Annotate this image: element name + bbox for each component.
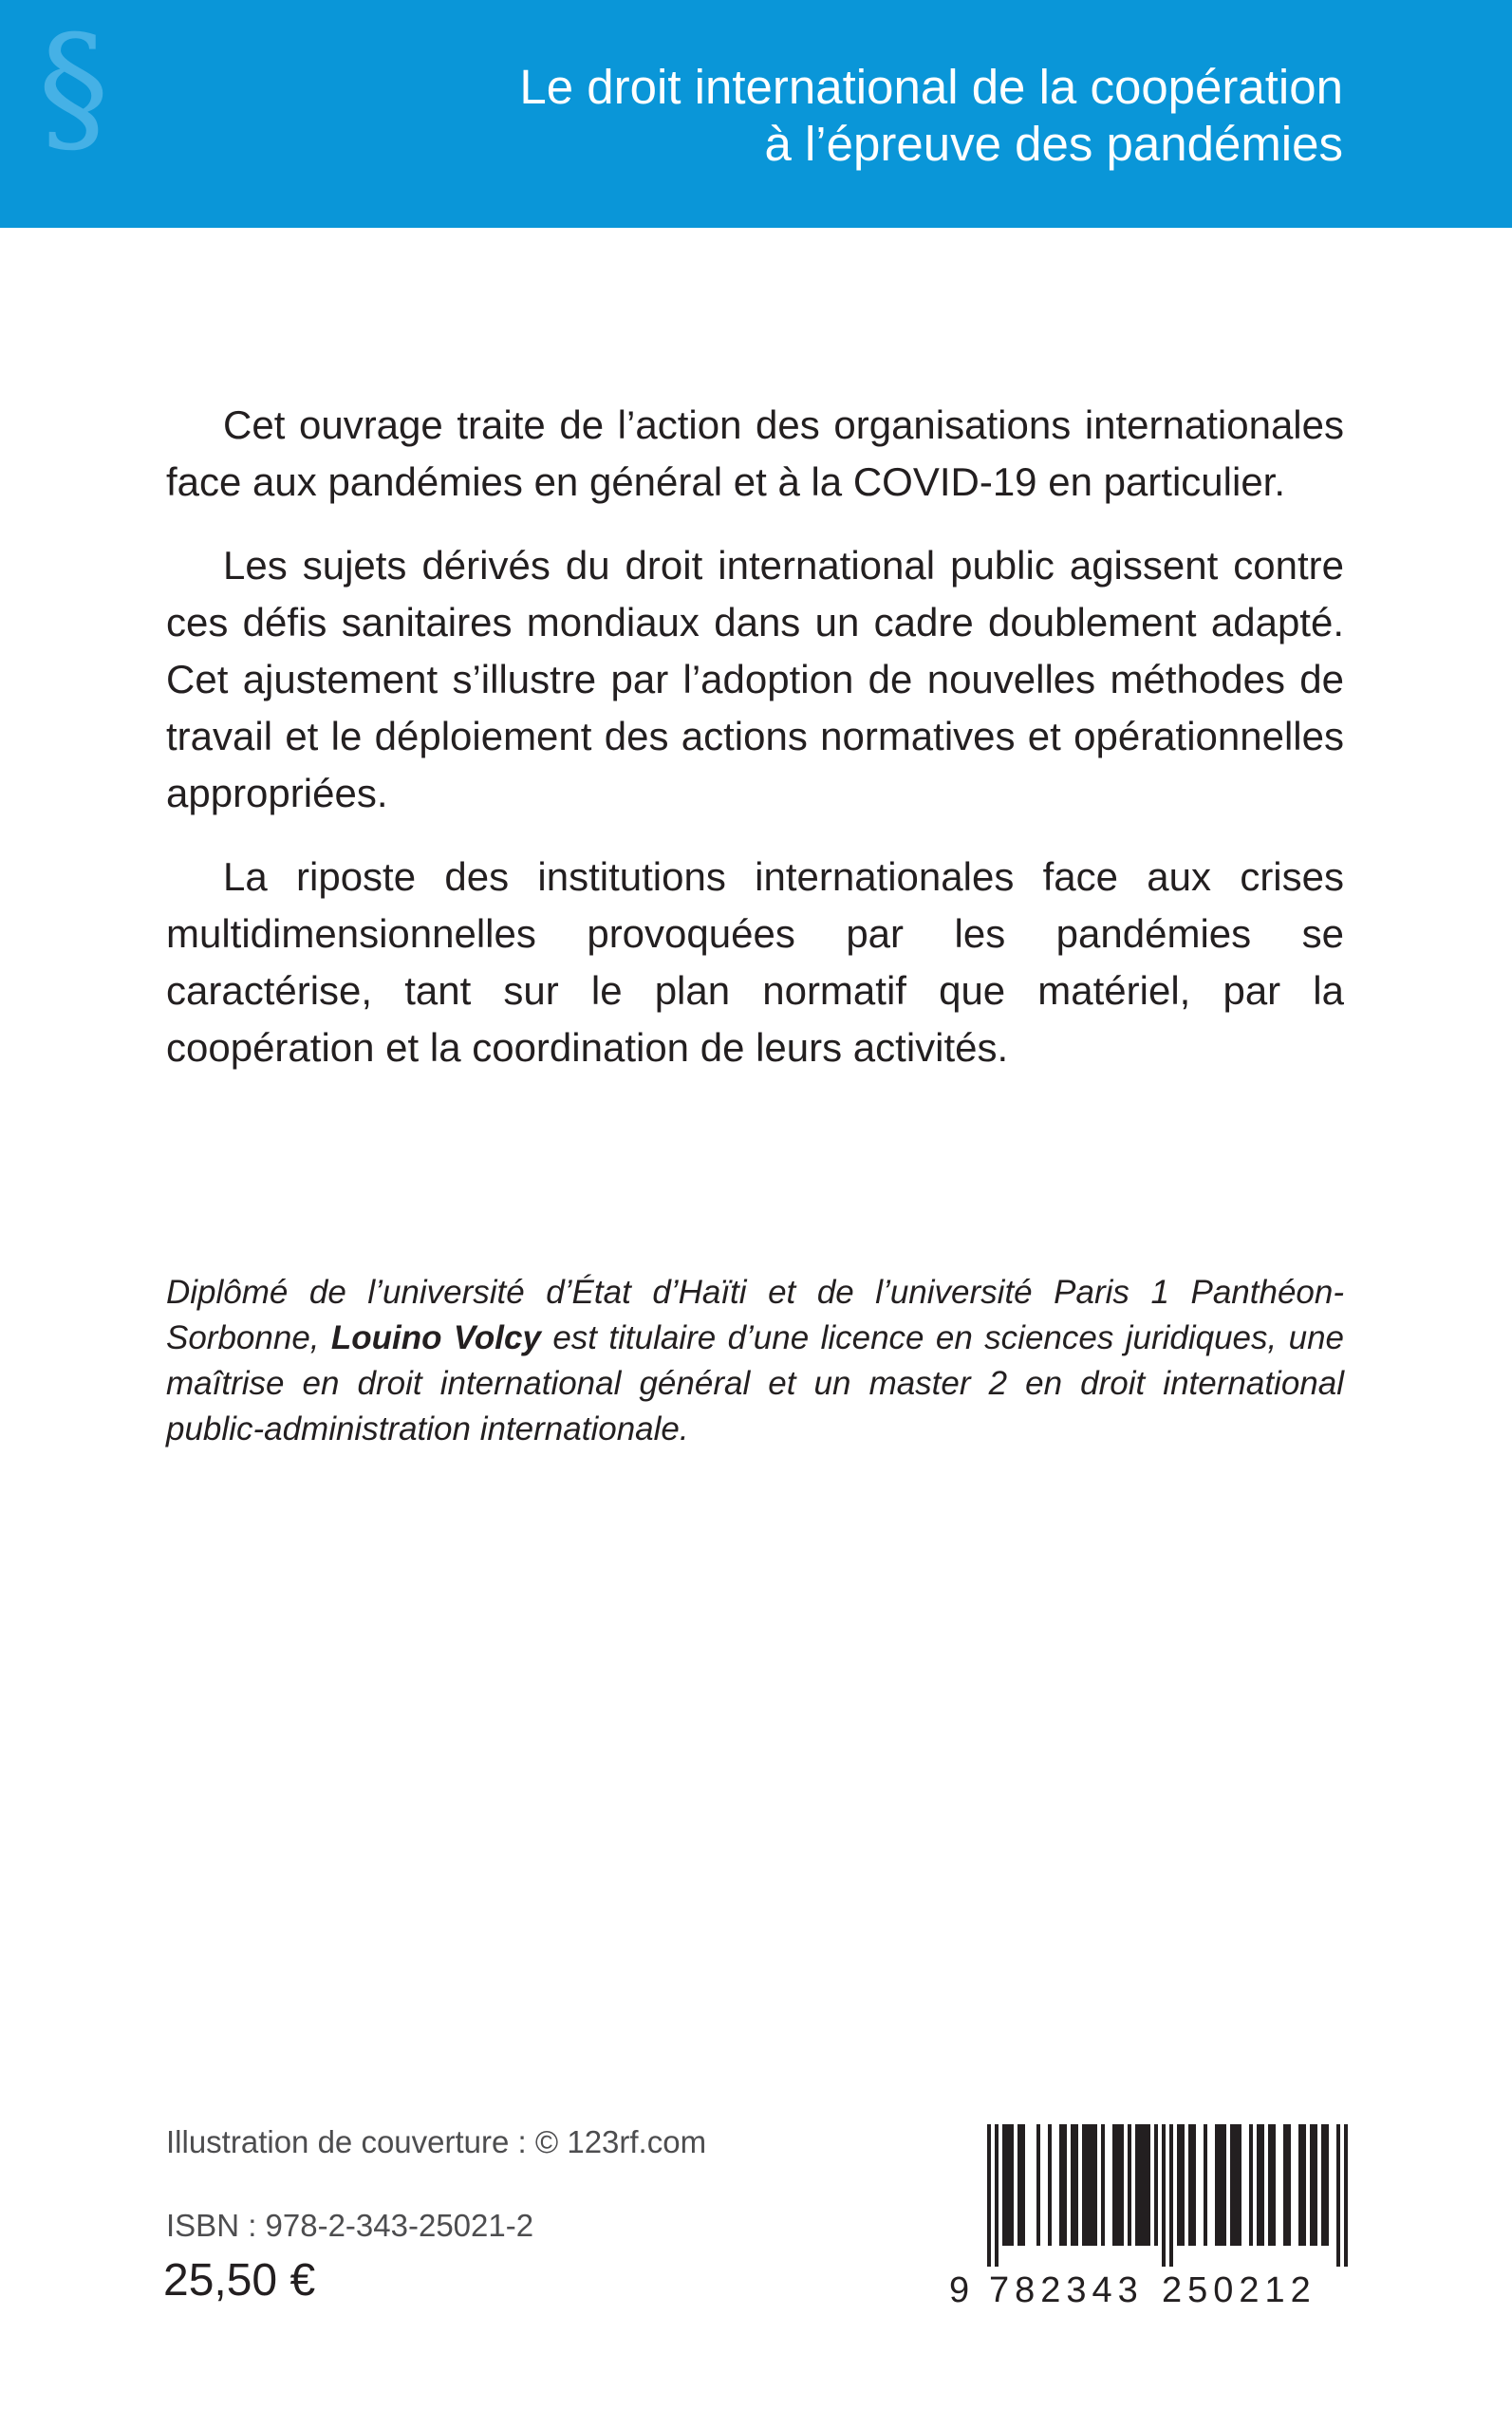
barcode-bar	[1321, 2124, 1325, 2246]
barcode-lead-digit: 9	[949, 2270, 970, 2310]
barcode-bar	[1090, 2124, 1093, 2246]
barcode-guard-bar	[995, 2124, 999, 2267]
barcode-bar	[1128, 2124, 1131, 2246]
barcode-bar	[1219, 2124, 1223, 2246]
barcode-guard-bar	[1169, 2124, 1173, 2267]
barcode-bar	[1302, 2124, 1306, 2246]
barcode-digits	[949, 2267, 1348, 2314]
book-title-line-2: à l’épreuve des pandémies	[764, 117, 1343, 171]
barcode-bars	[949, 2124, 1348, 2267]
barcode-bar	[1287, 2124, 1291, 2246]
author-bio-rest: est titulaire d’une licence en sciences juridiques, une maîtrise en droit international général et un master 2 en droit international public-administration internationale.	[166, 1319, 1344, 1447]
barcode-bar	[1086, 2124, 1090, 2246]
barcode-bar	[1230, 2124, 1234, 2246]
price: 25,50 €	[163, 2255, 316, 2306]
barcode-bar	[1063, 2124, 1067, 2246]
barcode-guard-bar	[987, 2124, 991, 2267]
isbn-barcode	[949, 2124, 1348, 2314]
barcode-bar	[1059, 2124, 1063, 2246]
barcode-bar	[1272, 2124, 1276, 2246]
cover-credit: Illustration de couverture : © 123rf.com	[166, 2124, 707, 2159]
barcode-bar	[1002, 2124, 1006, 2246]
barcode-bar	[1192, 2124, 1196, 2246]
barcode-bar	[1017, 2124, 1021, 2246]
book-summary	[166, 397, 1344, 1103]
barcode-bar	[1234, 2124, 1238, 2246]
barcode-bar	[1139, 2124, 1143, 2246]
barcode-bar	[1048, 2124, 1052, 2246]
summary-paragraph-1: Cet ouvrage traite de l’action des organisations internationales face aux pandémies en général et à la COVID-19 en particulier.	[166, 402, 1344, 504]
section-sign-icon: §	[38, 6, 109, 171]
barcode-bar	[1310, 2124, 1314, 2246]
barcode-bar	[1215, 2124, 1219, 2246]
barcode-bar	[1116, 2124, 1120, 2246]
barcode-bar	[1181, 2124, 1185, 2246]
barcode-bar	[1325, 2124, 1329, 2246]
barcode-bar	[1021, 2124, 1025, 2246]
barcode-bar	[1006, 2124, 1010, 2246]
barcode-bar	[1147, 2124, 1150, 2246]
author-name: Louino Volcy	[330, 1319, 541, 1356]
author-bio-intro: Diplômé de l’université d’État d’Haïti et de l’université Paris 1 Panthéon-Sorbonne,	[166, 1274, 1344, 1356]
barcode-bar	[1135, 2124, 1139, 2246]
header-band	[0, 0, 1512, 228]
author-bio	[166, 1270, 1344, 1452]
barcode-left-digits: 782343	[989, 2270, 1144, 2310]
barcode-bar	[1010, 2124, 1014, 2246]
barcode-bar	[1082, 2124, 1086, 2246]
barcode-bar	[1154, 2124, 1158, 2246]
barcode-bar	[1071, 2124, 1074, 2246]
barcode-bar	[1188, 2124, 1192, 2246]
book-title	[519, 59, 1343, 173]
barcode-bar	[1093, 2124, 1097, 2246]
barcode-bar	[1298, 2124, 1302, 2246]
barcode-bar	[1314, 2124, 1317, 2246]
barcode-bar	[1268, 2124, 1272, 2246]
barcode-bar	[1257, 2124, 1260, 2246]
barcode-bar	[1260, 2124, 1264, 2246]
barcode-guard-bar	[1344, 2124, 1348, 2267]
barcode-bar	[1143, 2124, 1147, 2246]
barcode-guard-bar	[1336, 2124, 1340, 2267]
barcode-bar	[1283, 2124, 1287, 2246]
book-title-line-1: Le droit international de la coopération	[519, 60, 1343, 114]
barcode-right-digits: 250212	[1162, 2270, 1316, 2310]
barcode-bar	[1036, 2124, 1040, 2246]
barcode-bar	[1223, 2124, 1226, 2246]
summary-paragraph-3: La riposte des institutions internationales face aux crises multidimensionnelles provoquées par les pandémies se caractérise, tant sur le plan normatif que matériel, par la coopération et la coordination de leurs activités.	[166, 854, 1344, 1070]
barcode-bar	[1120, 2124, 1124, 2246]
isbn: ISBN : 978-2-343-25021-2	[166, 2208, 534, 2243]
barcode-bar	[1177, 2124, 1181, 2246]
barcode-bar	[1238, 2124, 1241, 2246]
barcode-bar	[1074, 2124, 1078, 2246]
barcode-bar	[1249, 2124, 1253, 2246]
barcode-bar	[1112, 2124, 1116, 2246]
barcode-bar	[1204, 2124, 1207, 2246]
summary-paragraph-2: Les sujets dérivés du droit international public agissent contre ces défis sanitaires mondiaux dans un cadre doublement adapté. Cet ajustement s’illustre par l’adoption de nouvelles méthodes de travail et le déploiement des actions normatives et opérationnelles appropriées.	[166, 543, 1344, 815]
barcode-guard-bar	[1162, 2124, 1166, 2267]
barcode-bar	[1101, 2124, 1105, 2246]
